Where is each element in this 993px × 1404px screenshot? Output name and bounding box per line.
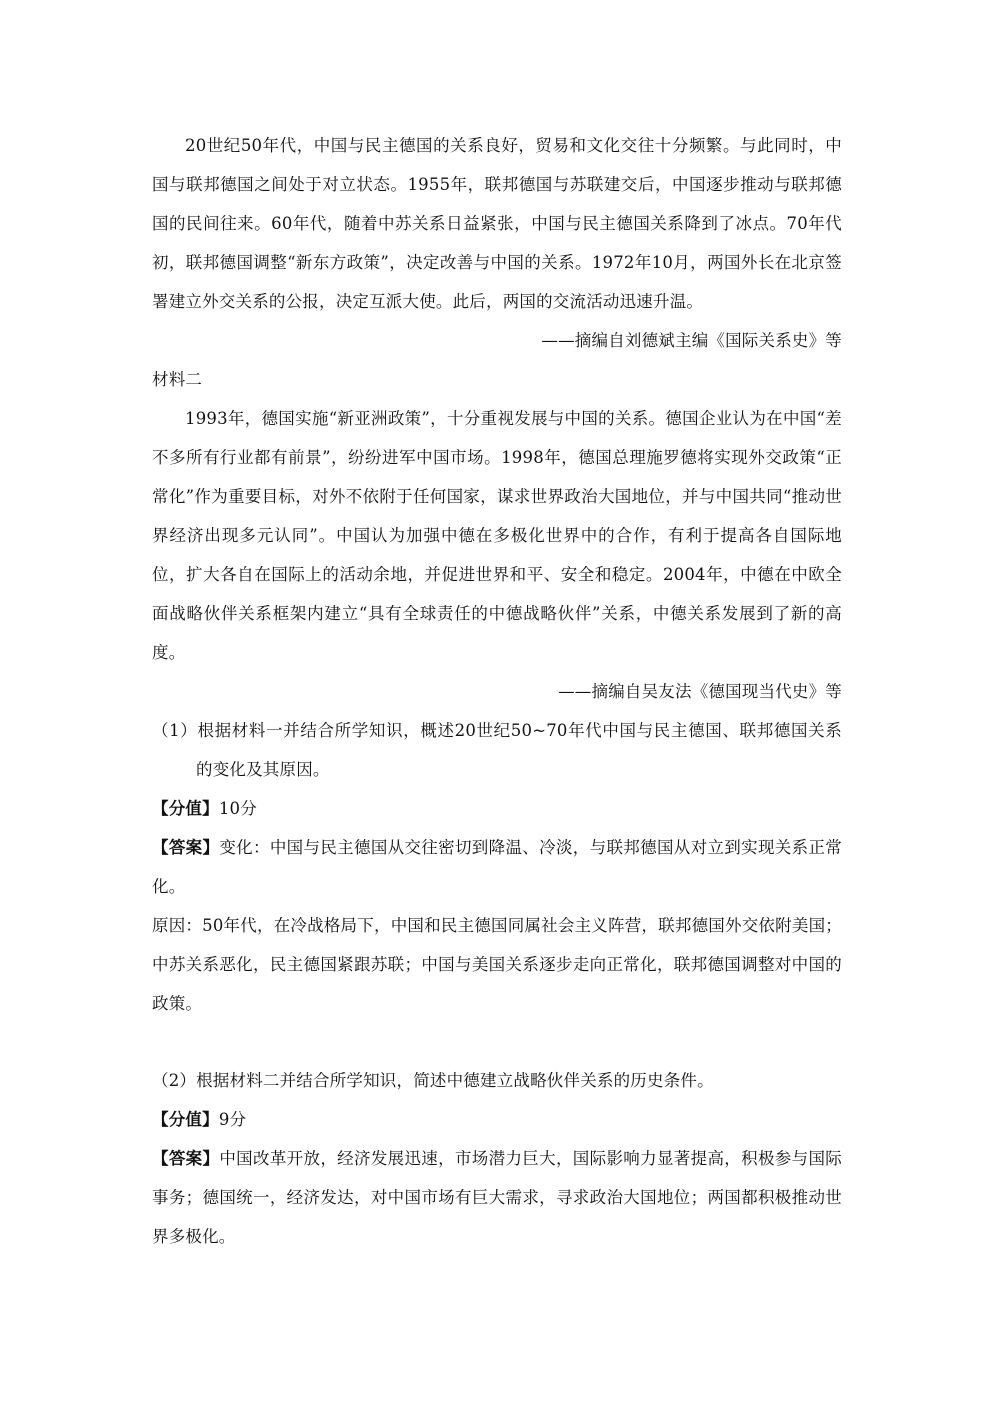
question-one-reason: 原因：50年代，在冷战格局下，中国和民主德国同属社会主义阵营，联邦德国外交依附美国；中苏关系恶化，民主德国紧跟苏联；中国与美国关系逐步走向正常化，联邦德国调整对中国的政策。 — [152, 916, 842, 1013]
material-one-paragraph: 20世纪50年代，中国与民主德国的关系良好，贸易和文化交往十分频繁。与此同时，中国与联邦德国之间处于对立状态。1955年，联邦德国与苏联建交后，中国逐步推动与联邦德国的民间往来。60年代，随着中苏关系日益紧张，中国与民主德国关系降到了冰点。70年代初，联邦德国调整“新东方政策”，决定改善与中国的关系。1972年10月，两国外长在北京签署建立外交关系的公报，决定互派大使。此后，两国的交流活动迅速升温。 — [152, 136, 842, 311]
section-spacer — [152, 1023, 842, 1061]
score-value: 10分 — [218, 799, 257, 818]
document-content — [152, 126, 842, 1256]
question-one-answer — [152, 828, 842, 906]
answer-text: 变化：中国与民主德国从交往密切到降温、冷淡，与联邦德国从对立到实现关系正常化。 — [152, 838, 842, 896]
answer-text: 中国改革开放，经济发展迅速，市场潜力巨大，国际影响力显著提高，积极参与国际事务；德国统一，经济发达，对中国市场有巨大需求，寻求政治大国地位；两国都积极推动世界多极化。 — [152, 1149, 842, 1246]
material-two-source: ——摘编自吴友法《德国现当代史》等 — [558, 682, 842, 701]
question-one-text: （1）根据材料一并结合所学知识，概述20世纪50~70年代中国与民主德国、联邦德国关系的变化及其原因。 — [152, 721, 842, 779]
material-two-heading: 材料二 — [152, 370, 203, 389]
score-label: 【分值】 — [152, 1110, 219, 1129]
material-two-paragraph: 1993年，德国实施“新亚洲政策”，十分重视发展与中国的关系。德国企业认为在中国“差不多所有行业都有前景”，纷纷进军中国市场。1998年，德国总理施罗德将实现外交政策“正常化”作为重要目标，对外不依附于任何国家，谋求世界政治大国地位，并与中国共同“推动世界经济出现多元认同”。中国认为加强中德在多极化世界中的合作，有利于提高各自国际地位，扩大各自在国际上的活动余地，并促进世界和平、安全和稳定。2004年，中德在中欧全面战略伙伴关系框架内建立“具有全球责任的中德战略伙伴”关系，中德关系发展到了新的高度。 — [152, 409, 842, 662]
question-two-answer — [152, 1139, 842, 1256]
score-value: 9分 — [218, 1110, 247, 1129]
score-label: 【分值】 — [152, 799, 219, 818]
question-two-text: （2）根据材料二并结合所学知识，简述中德建立战略伙伴关系的历史条件。 — [152, 1071, 714, 1090]
question-one-score — [152, 789, 842, 828]
answer-label: 【答案】 — [152, 1149, 220, 1168]
material-one-source: ——摘编自刘德斌主编《国际关系史》等 — [541, 331, 842, 350]
question-two-score — [152, 1100, 842, 1139]
answer-label: 【答案】 — [152, 838, 220, 857]
